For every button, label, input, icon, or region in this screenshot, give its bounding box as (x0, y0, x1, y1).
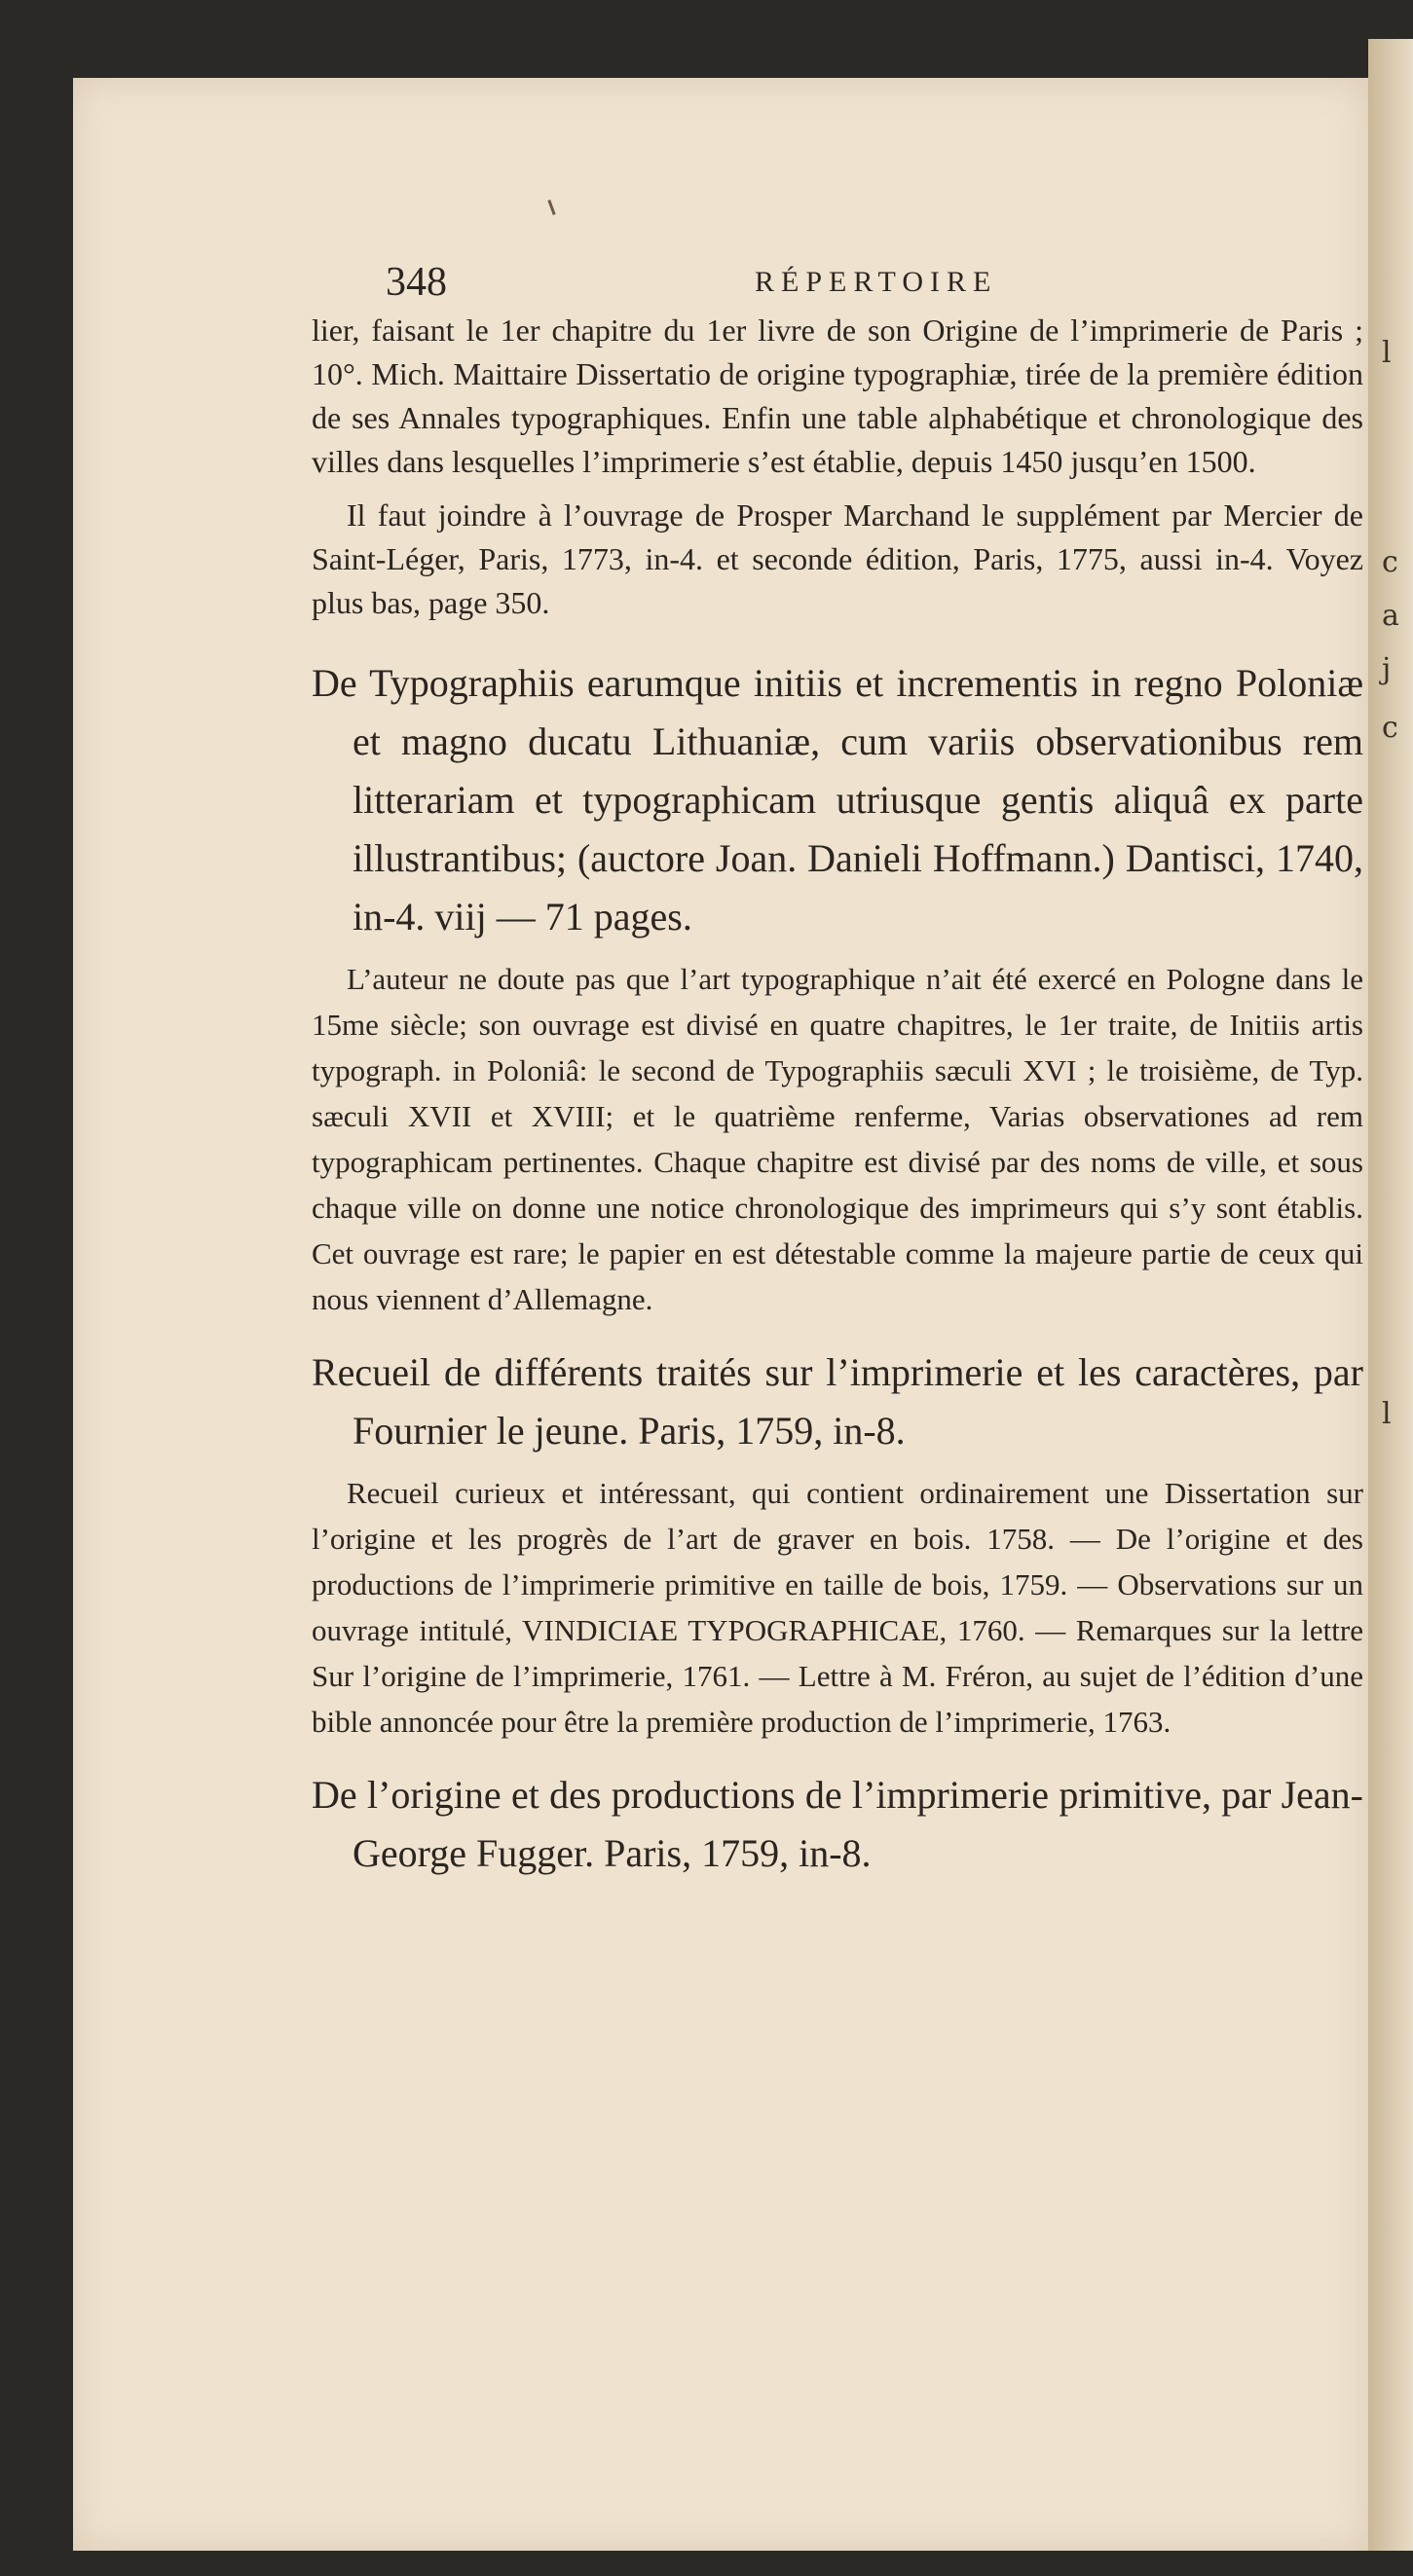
adjacent-fragment: l (1382, 336, 1392, 370)
adjacent-fragment: a (1382, 599, 1399, 633)
adjacent-fragment: l (1382, 1397, 1392, 1431)
adjacent-fragment: j (1382, 652, 1392, 686)
text-column (312, 258, 1363, 1883)
running-head (312, 258, 1363, 307)
entry-note: L’auteur ne doute pas que l’art typographique n’ait été exercé en Pologne dans le 15me siècle; son ouvrage est divisé en quatre chapitres, le 1er traite, de Initiis artis typograph. in Poloniâ: le second de Typographiis sæculi XVI ; le troisième, de Typ. sæculi XVII et XVIII; et le quatrième renferme, Varias observationes ad rem typographicam pertinentes. Chaque chapitre est divisé par des noms de ville, et sous chaque ville on donne une notice chronologique des imprimeurs qui s’y sont établis. Cet ouvrage est rare; le papier en est détestable comme la majeure partie de ceux qui nous viennent d’Allemagne. (312, 962, 1363, 1316)
entry-heading: Recueil de différents traités sur l’imprimerie et les caractères, par Fournier le jeune. Paris, 1759, in-8. (312, 1350, 1363, 1453)
continuation-paragraph: lier, faisant le 1er chapitre du 1er livre de son Origine de l’imprimerie de Paris ; 10°. Mich. Maittaire Dissertatio de origine typographiæ, tirée de la première édition de ses Annales typographiques. Enfin une table alphabétique et chronologique des villes dans lesquelles l’imprimerie s’est établie, depuis 1450 jusqu’en 1500. (312, 313, 1363, 479)
pencil-mark (547, 200, 555, 215)
entry-heading: De l’origine et des productions de l’imprimerie primitive, par Jean-George Fugger. Paris, 1759, in-8. (312, 1773, 1363, 1875)
running-title: RÉPERTOIRE (755, 266, 998, 298)
entry-note: Recueil curieux et intéressant, qui contient ordinairement une Dissertation sur l’origine et les progrès de l’art de graver en bois. 1758. — De l’origine et des productions de l’imprimerie primitive en taille de bois, 1759. — Observations sur un ouvrage intitulé, VINDICIAE TYPOGRAPHICAE, 1760. — Remarques sur la lettre Sur l’origine de l’imprimerie, 1761. — Lettre à M. Fréron, au sujet de l’édition d’une bible annoncée pour être la première production de l’imprimerie, 1763. (312, 1476, 1363, 1739)
adjacent-fragment: c (1382, 545, 1398, 579)
page-number: 348 (386, 260, 447, 305)
entry-heading: De Typographiis earumque initiis et incrementis in regno Poloniæ et magno ducatu Lithuaniæ, cum variis observationibus rem litterariam et typographicam utriusque gentis aliquâ ex parte illustrantibus; (auctore Joan. Danieli Hoffmann.) Dantisci, 1740, in-4. viij — 71 pages. (312, 661, 1363, 938)
adjacent-page-edge (1368, 39, 1413, 2551)
adjacent-fragment: c (1382, 711, 1398, 745)
supplement-paragraph: Il faut joindre à l’ouvrage de Prosper Marchand le supplément par Mercier de Saint-Léger, Paris, 1773, in-4. et seconde édition, Paris, 1775, aussi in-4. Voyez plus bas, page 350. (312, 497, 1363, 620)
